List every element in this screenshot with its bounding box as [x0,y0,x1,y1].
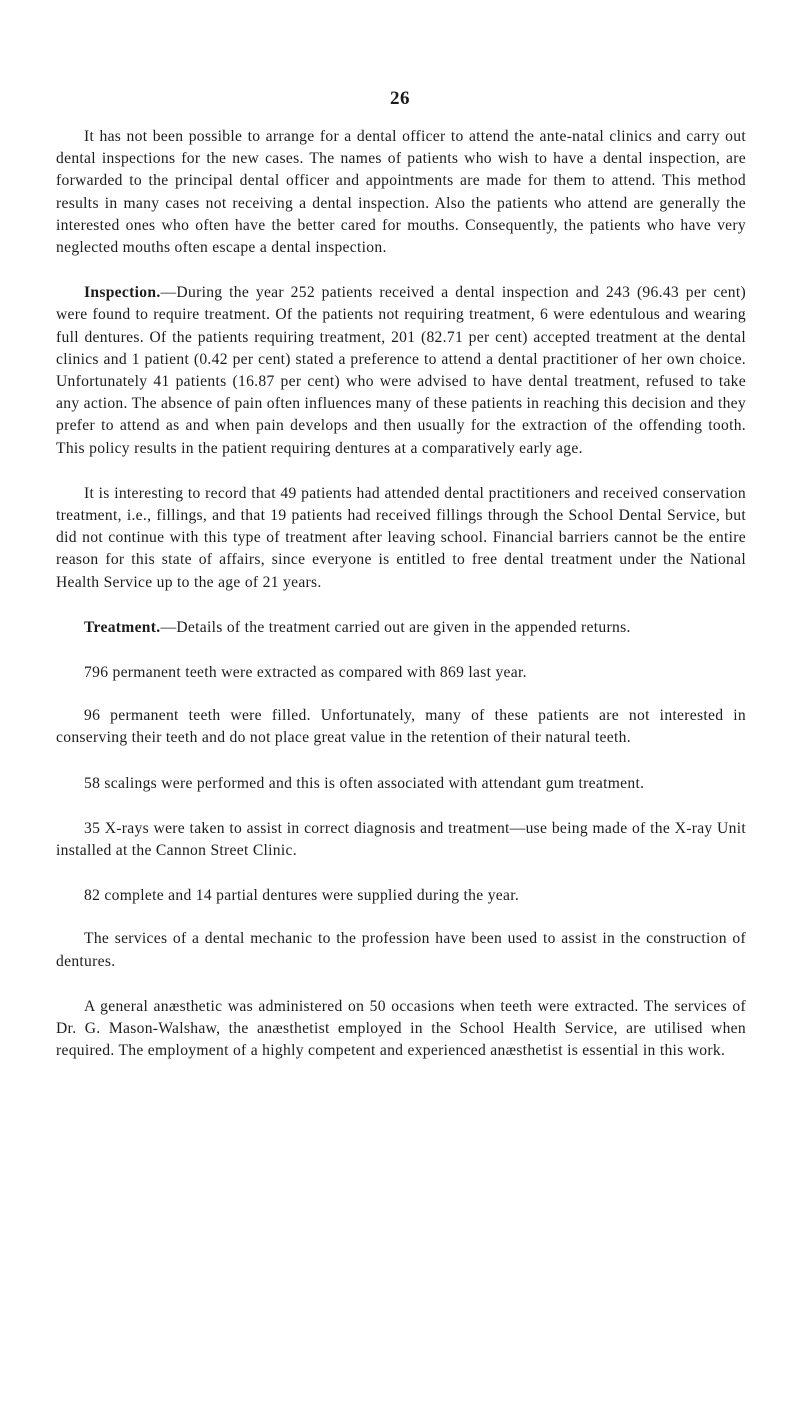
paragraph-fillings [56,705,746,749]
paragraph-dental-mechanic [56,928,746,972]
paragraph-text: —During the year 252 patients received a dental inspection and 243 (96.43 per cent) were found to require treatment. Of the patients not requiring treatment, 6 were edentulous and wearing full dentures. Of the patients requiring treatment, 201 (82.71 per cent) accepted treatment at the dental clinics and 1 patient (0.42 per cent) stated a preference to attend a dental practitioner of her own choice. Unfortunately 41 patients (16.87 per cent) who were advised to have dental treatment, refused to take any action. The absence of pain often influences many of these patients in reaching this decision and they prefer to attend as and when pain develops and then usually for the extraction of the offending tooth. This policy results in the patient requiring dentures at a comparatively early age. [56,284,746,457]
paragraph-inspection [56,282,746,460]
paragraph-text: 796 permanent teeth were extracted as compared with 869 last year. [84,664,527,682]
paragraph-conservation-history [56,483,746,594]
paragraph-text: It is interesting to record that 49 patients had attended dental practitioners and received conservation treatment, i.e., fillings, and that 19 patients had received fillings through the School Dental Service, but did not continue with this type of treatment after leaving school. Financial barriers cannot be the entire reason for this state of affairs, since everyone is entitled to free dental treatment under the National Health Service up to the age of 21 years. [56,484,746,591]
paragraph-text: 82 complete and 14 partial dentures were supplied during the year. [84,887,520,905]
paragraph-text: 96 permanent teeth were filled. Unfortunately, many of these patients are not interested in conserving their teeth and do not place great value in the retention of their natural teeth. [56,707,746,747]
section-heading-inspection: Inspection. [84,284,161,302]
page-number: 26 [390,88,410,109]
paragraph-xrays [56,818,746,862]
paragraph-text: The services of a dental mechanic to the profession have been used to assist in the construction of dentures. [56,930,746,970]
paragraph-scalings [56,773,746,795]
paragraph-text: —Details of the treatment carried out are given in the appended returns. [160,618,631,636]
paragraph-dentures [56,885,746,907]
paragraph-treatment [56,617,746,639]
paragraph-text: 58 scalings were performed and this is often associated with attendant gum treatment. [84,774,645,792]
paragraph-antenatal-clinics [56,126,746,259]
paragraph-text: A general anæsthetic was administered on 50 occasions when teeth were extracted. The services of Dr. G. Mason-Walshaw, the anæsthetist employed in the School Health Service, are utilised when required. The employment of a highly competent and experienced anæsthetist is essential in this work. [56,997,746,1060]
body-text [56,126,746,1086]
paragraph-text: 35 X-rays were taken to assist in correct diagnosis and treatment—use being made of the X-ray Unit installed at the Cannon Street Clinic. [56,819,746,860]
section-heading-treatment: Treatment. [84,618,161,636]
paragraph-extractions [56,662,746,684]
paragraph-anaesthetic [56,996,746,1063]
paragraph-text: It has not been possible to arrange for a dental officer to attend the ante-natal clinics and carry out dental inspections for the new cases. The names of patients who wish to have a dental inspection, are forwarded to the principal dental officer and appointments are made for them to attend. This method results in many cases not receiving a dental inspection. Also the patients who attend are generally the interested ones who often have the better cared for mouths. Consequently, the patients who have very neglected mouths often escape a dental inspection. [56,128,746,257]
